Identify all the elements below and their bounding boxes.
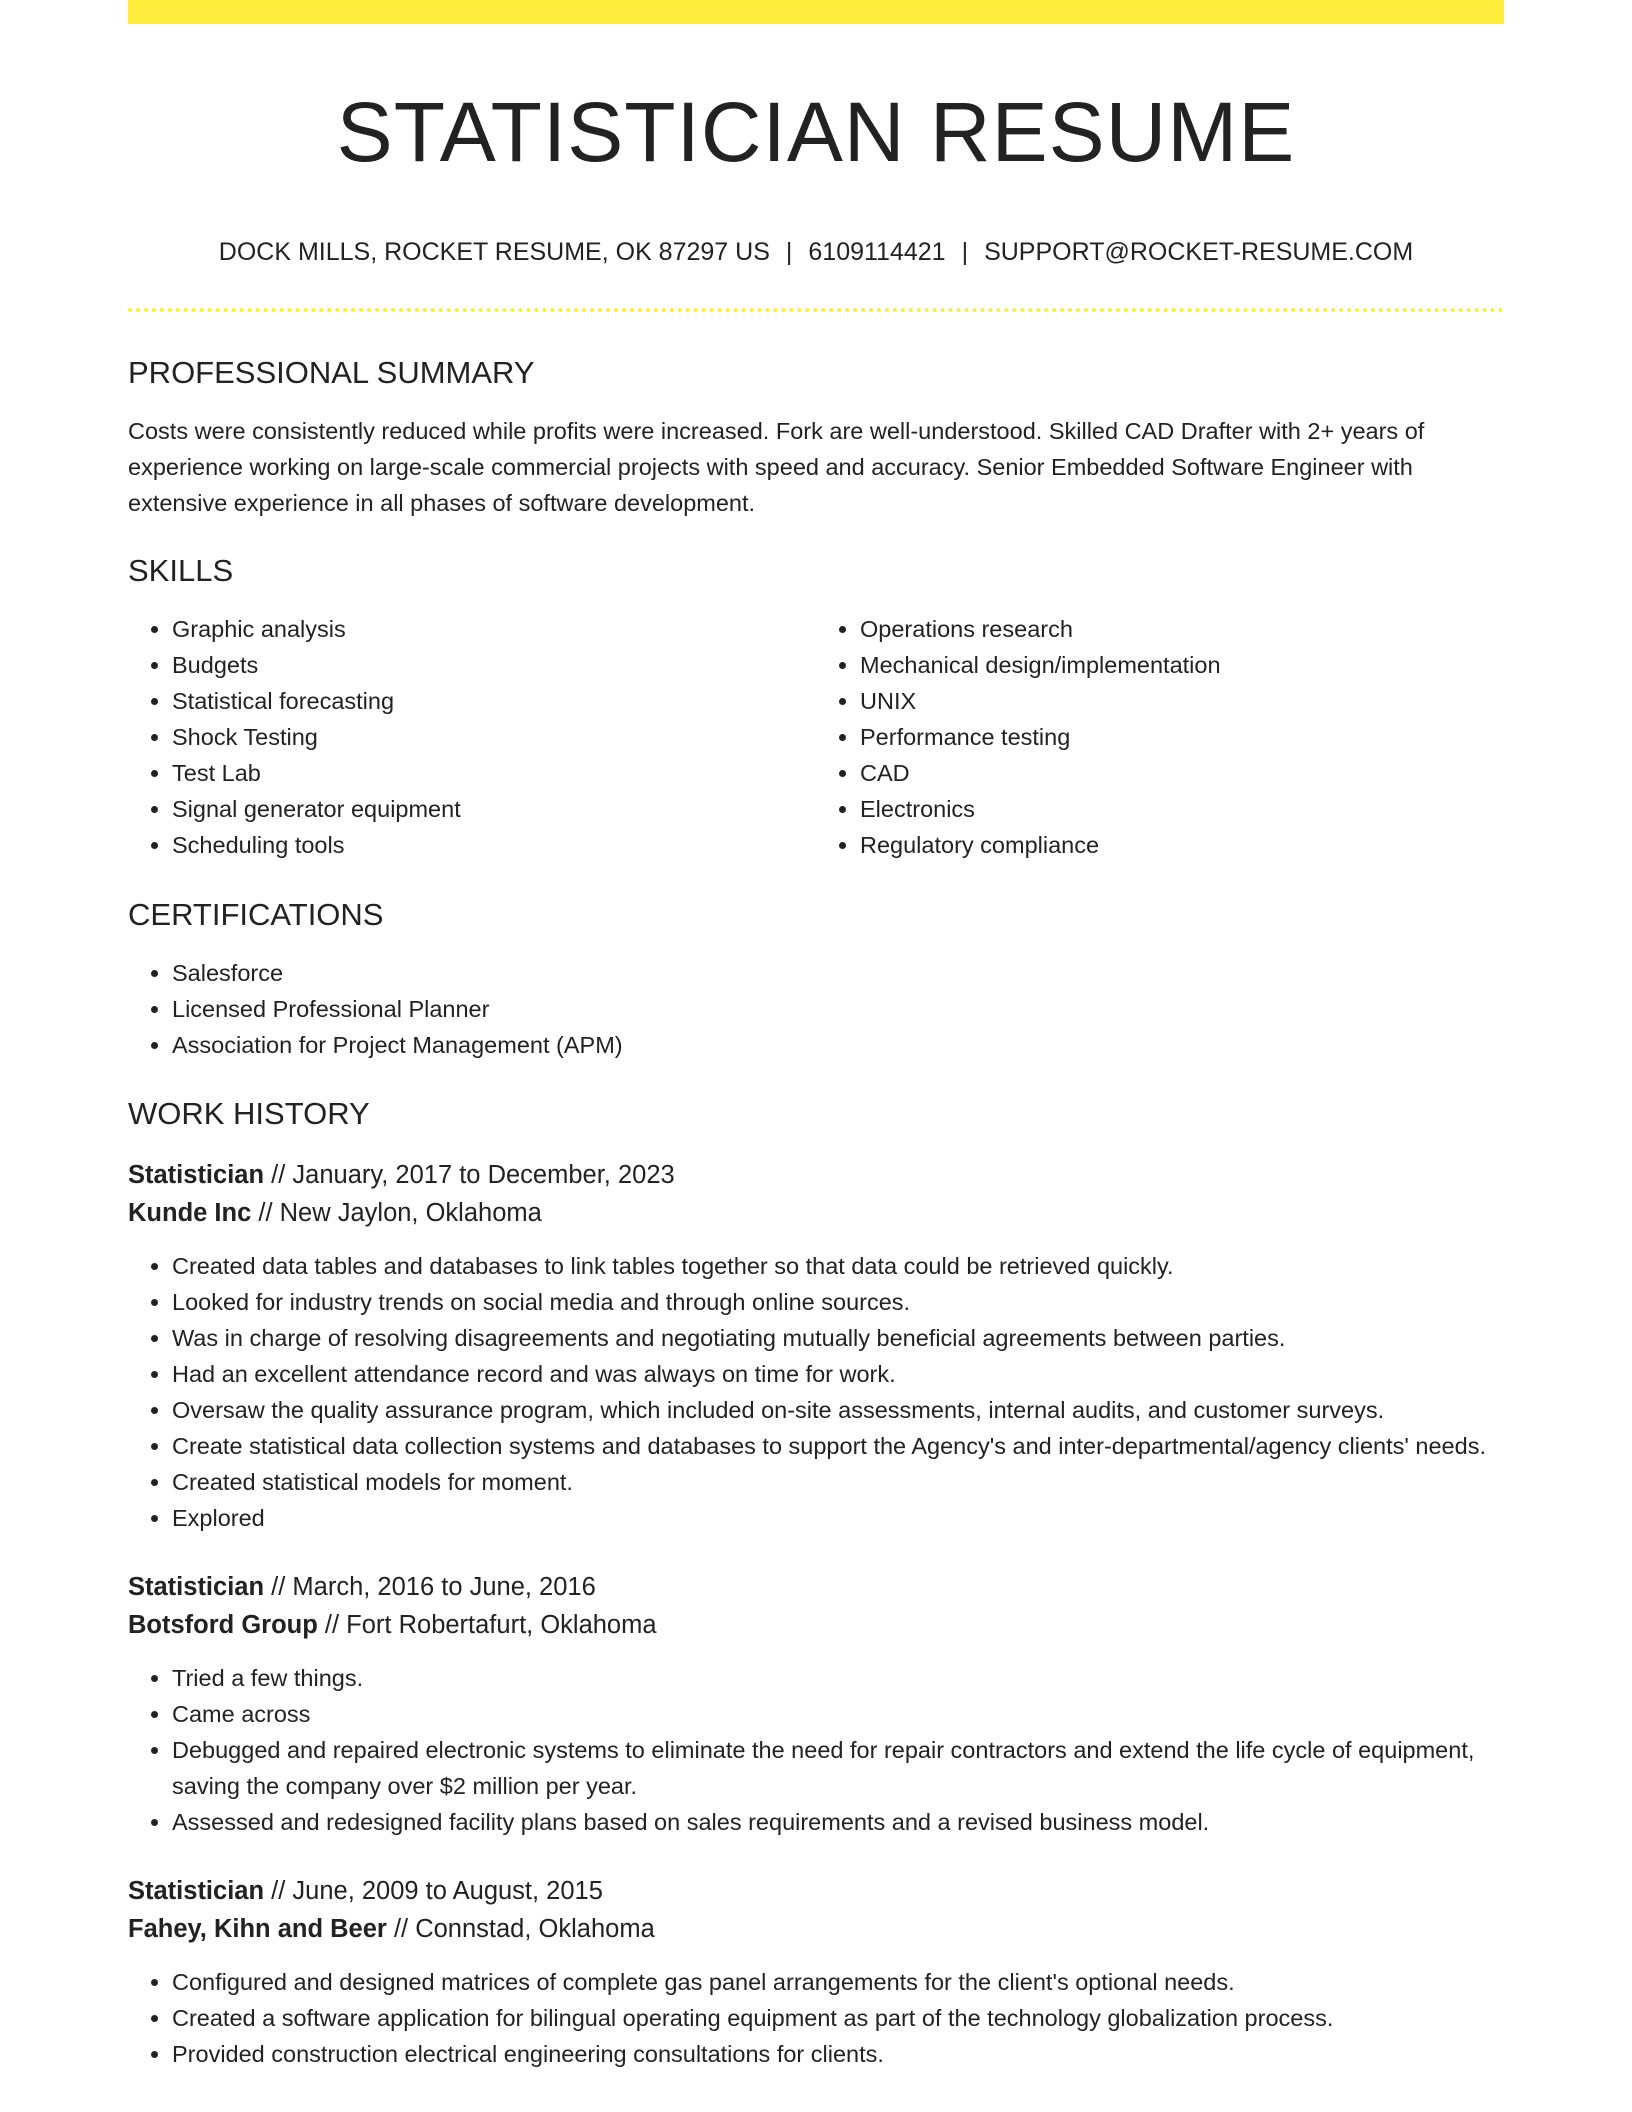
job-bullet: • Created a software application for bilingual operating equipment as part of the technology globalization process. (172, 2000, 1504, 2036)
job-bullet: • Debugged and repaired electronic systems to eliminate the need for repair contractors and extend the life cycle of equipment, saving the company over $2 million per year. (172, 1732, 1504, 1804)
job-location: Fort Robertafurt, Oklahoma (346, 1611, 657, 1639)
job-dates: June, 2009 to August, 2015 (292, 1877, 603, 1905)
skill-item: • Budgets (172, 647, 816, 683)
job-separator: // (258, 1199, 273, 1227)
job-separator: // (271, 1161, 286, 1189)
skill-item: • Mechanical design/implementation (860, 647, 1504, 683)
contact-phone: 6109114421 (808, 238, 946, 266)
skill-item: • Regulatory compliance (860, 827, 1504, 863)
contact-email: SUPPORT@ROCKET-RESUME.COM (984, 238, 1414, 266)
skill-item: • Graphic analysis (172, 611, 816, 647)
skill-item: • CAD (860, 755, 1504, 791)
skills-right-list (816, 611, 1504, 863)
job-bullet: • Assessed and redesigned facility plans based on sales requirements and a revised business model. (172, 1804, 1504, 1840)
job-company: Kunde Inc (128, 1199, 252, 1227)
job-bullet: • Created statistical models for moment. (172, 1464, 1504, 1500)
skill-item: • UNIX (860, 683, 1504, 719)
contact-separator: | (961, 238, 969, 266)
job-bullet: • Provided construction electrical engineering consultations for clients. (172, 2036, 1504, 2072)
job-role: Statistician (128, 1161, 265, 1189)
job-bullet: • Created data tables and databases to link tables together so that data could be retrieved quickly. (172, 1248, 1504, 1284)
job-bullet: • Looked for industry trends on social media and through online sources. (172, 1284, 1504, 1320)
skills-heading: SKILLS (128, 553, 234, 588)
dotted-divider (128, 308, 1504, 312)
certification-item: • Licensed Professional Planner (172, 991, 1504, 1027)
job-role: Statistician (128, 1877, 265, 1905)
certifications-heading: CERTIFICATIONS (128, 897, 384, 932)
skill-item: • Scheduling tools (172, 827, 816, 863)
job-bullet-list (128, 1964, 1504, 2072)
job-separator: // (324, 1611, 340, 1639)
skill-item: • Operations research (860, 611, 1504, 647)
skill-item: • Electronics (860, 791, 1504, 827)
job-role-line (128, 1156, 1504, 1194)
job-dates: March, 2016 to June, 2016 (292, 1573, 596, 1601)
job-separator: // (271, 1573, 286, 1601)
skill-item: • Statistical forecasting (172, 683, 816, 719)
skills-columns (128, 611, 1504, 863)
skills-left-list (128, 611, 816, 863)
summary-heading: PROFESSIONAL SUMMARY (128, 355, 535, 390)
skill-item: • Shock Testing (172, 719, 816, 755)
job-company-line (128, 1910, 1504, 1948)
job-dates: January, 2017 to December, 2023 (292, 1161, 675, 1189)
resume-title: STATISTICIAN RESUME (336, 85, 1296, 179)
job-separator: // (393, 1915, 409, 1943)
job-location: Connstad, Oklahoma (415, 1915, 655, 1943)
contact-address: DOCK MILLS, ROCKET RESUME, OK 87297 US (218, 238, 770, 266)
job-bullet: • Was in charge of resolving disagreements and negotiating mutually beneficial agreements between parties. (172, 1320, 1504, 1356)
resume-page (128, 0, 1504, 2072)
job-entry (128, 1872, 1504, 2072)
job-bullet-list (128, 1248, 1504, 1536)
job-company: Botsford Group (128, 1611, 318, 1639)
job-bullet: • Came across (172, 1696, 1504, 1732)
job-role-line (128, 1872, 1504, 1910)
job-bullet: • Explored (172, 1500, 1504, 1536)
job-company: Fahey, Kihn and Beer (128, 1915, 387, 1943)
certification-item: • Salesforce (172, 955, 1504, 991)
contact-separator: | (785, 238, 793, 266)
job-company-line (128, 1606, 1504, 1644)
job-entry (128, 1156, 1504, 1536)
job-bullet-list (128, 1660, 1504, 1840)
contact-line (128, 236, 1504, 268)
certifications-list (128, 955, 1504, 1063)
summary-text: Costs were consistently reduced while profits were increased. Fork are well-understood. Skilled CAD Drafter with 2+ years of experience working on large-scale commercial projects with speed and accuracy. Senior Embedded Software Engineer with extensive experience in all phases of software development. (128, 418, 1425, 516)
skill-item: • Performance testing (860, 719, 1504, 755)
skill-item: • Signal generator equipment (172, 791, 816, 827)
job-separator: // (271, 1877, 286, 1905)
job-bullet: • Tried a few things. (172, 1660, 1504, 1696)
job-role-line (128, 1568, 1504, 1606)
certification-item: • Association for Project Management (APM) (172, 1027, 1504, 1063)
job-bullet: • Oversaw the quality assurance program, which included on-site assessments, internal audits, and customer surveys. (172, 1392, 1504, 1428)
job-location: New Jaylon, Oklahoma (279, 1199, 542, 1227)
skill-item: • Test Lab (172, 755, 816, 791)
job-entry (128, 1568, 1504, 1840)
job-bullet: • Create statistical data collection systems and databases to support the Agency's and inter-departmental/agency clients' needs. (172, 1428, 1504, 1464)
job-bullet: • Had an excellent attendance record and was always on time for work. (172, 1356, 1504, 1392)
job-bullet: • Configured and designed matrices of complete gas panel arrangements for the client's optional needs. (172, 1964, 1504, 2000)
job-role: Statistician (128, 1573, 265, 1601)
top-accent-bar (128, 0, 1504, 24)
work-history-heading: WORK HISTORY (128, 1096, 370, 1131)
job-company-line (128, 1194, 1504, 1232)
